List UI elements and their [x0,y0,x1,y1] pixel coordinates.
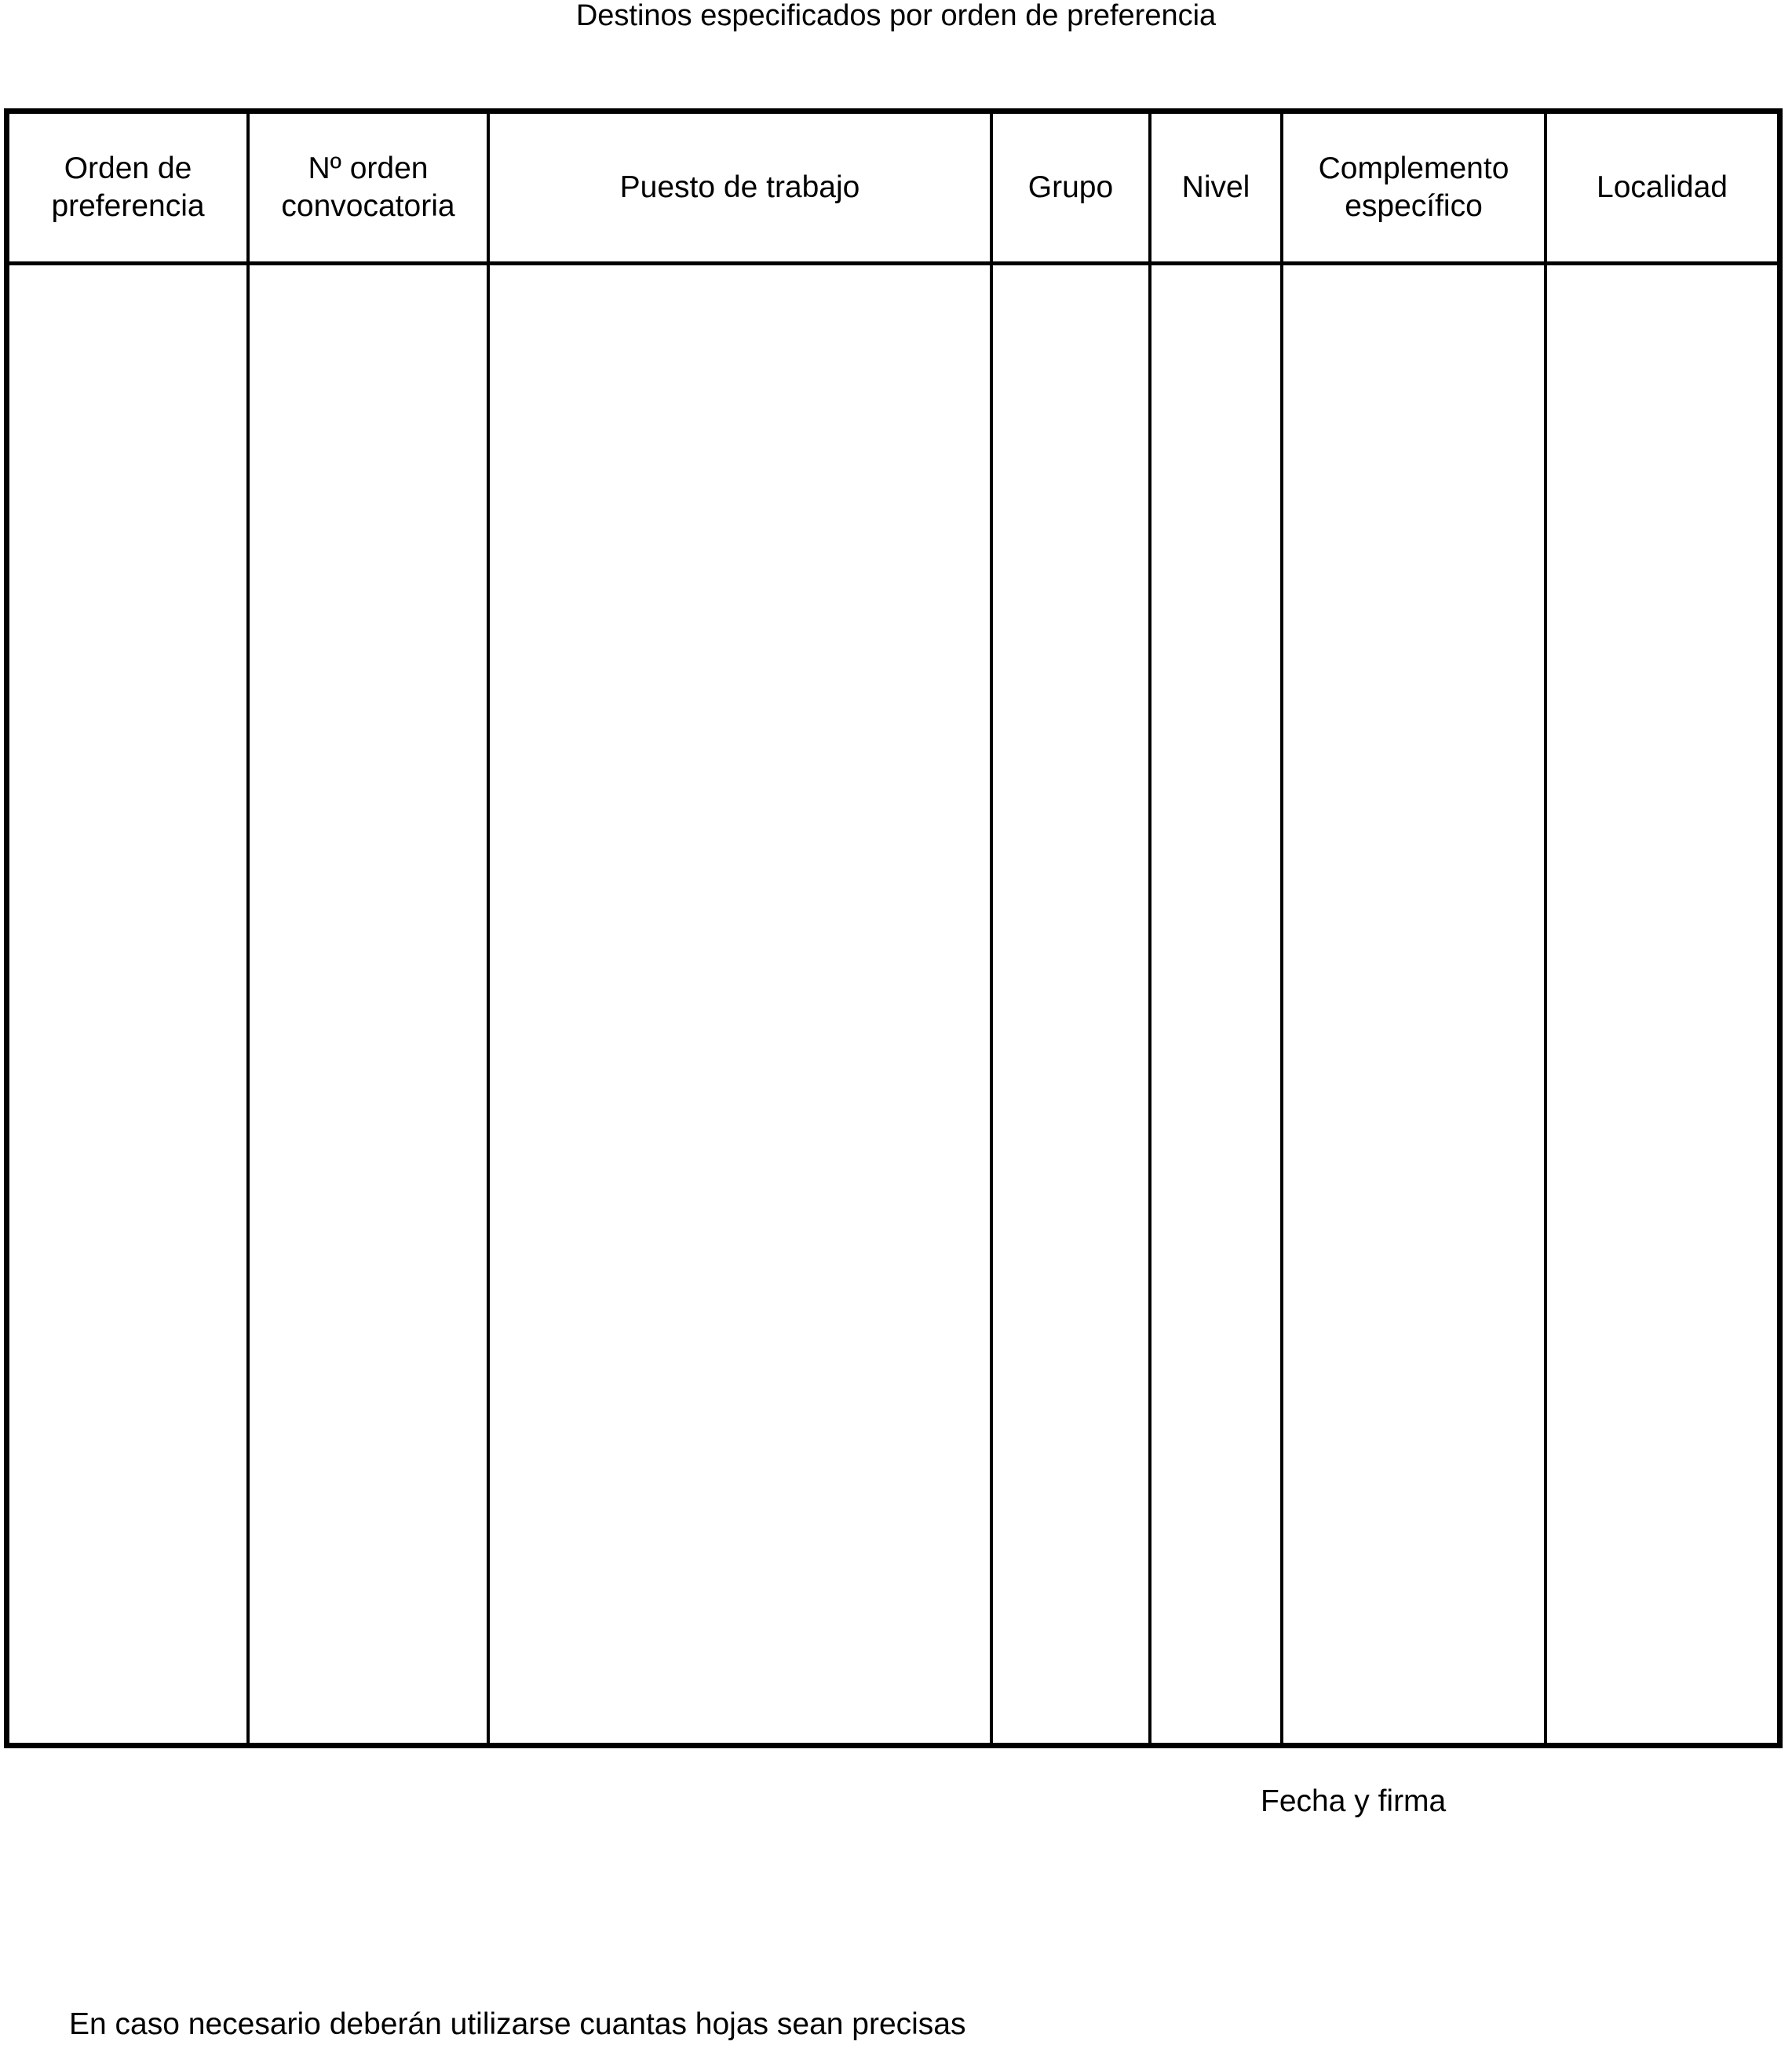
column-header-puesto-trabajo [490,114,993,261]
column-header-numero-orden-convocatoria [250,114,490,261]
blank-cell-puesto-trabajo[interactable] [490,265,993,1743]
column-header-orden-preferencia [9,114,250,261]
column-header-label: Puesto de trabajo [619,170,860,204]
table-body-empty-row [9,265,1777,1743]
column-header-label: Nivel [1181,170,1250,204]
column-header-label: Orden de preferencia [51,152,205,223]
column-header-label: Complemento específico [1318,152,1509,223]
footer-note: En caso necesario deberán utilizarse cuantas hojas sean precisas [69,2007,966,2041]
table-header-row [9,114,1777,265]
column-header-localidad [1547,114,1777,261]
blank-cell-numero-orden-convocatoria[interactable] [250,265,490,1743]
column-header-label: Nº orden convocatoria [281,152,455,223]
preferences-table [4,108,1783,1748]
column-header-grupo [993,114,1151,261]
blank-cell-nivel[interactable] [1151,265,1283,1743]
blank-cell-orden-preferencia[interactable] [9,265,250,1743]
column-header-nivel [1151,114,1283,261]
column-header-label: Grupo [1027,170,1114,204]
blank-cell-grupo[interactable] [993,265,1151,1743]
page-title: Destinos especificados por orden de preferencia [575,0,1217,32]
blank-cell-localidad[interactable] [1547,265,1777,1743]
column-header-complemento-especifico [1283,114,1547,261]
column-header-label: Localidad [1597,170,1728,204]
signature-label: Fecha y firma [1261,1784,1447,1818]
blank-cell-complemento-especifico[interactable] [1283,265,1547,1743]
